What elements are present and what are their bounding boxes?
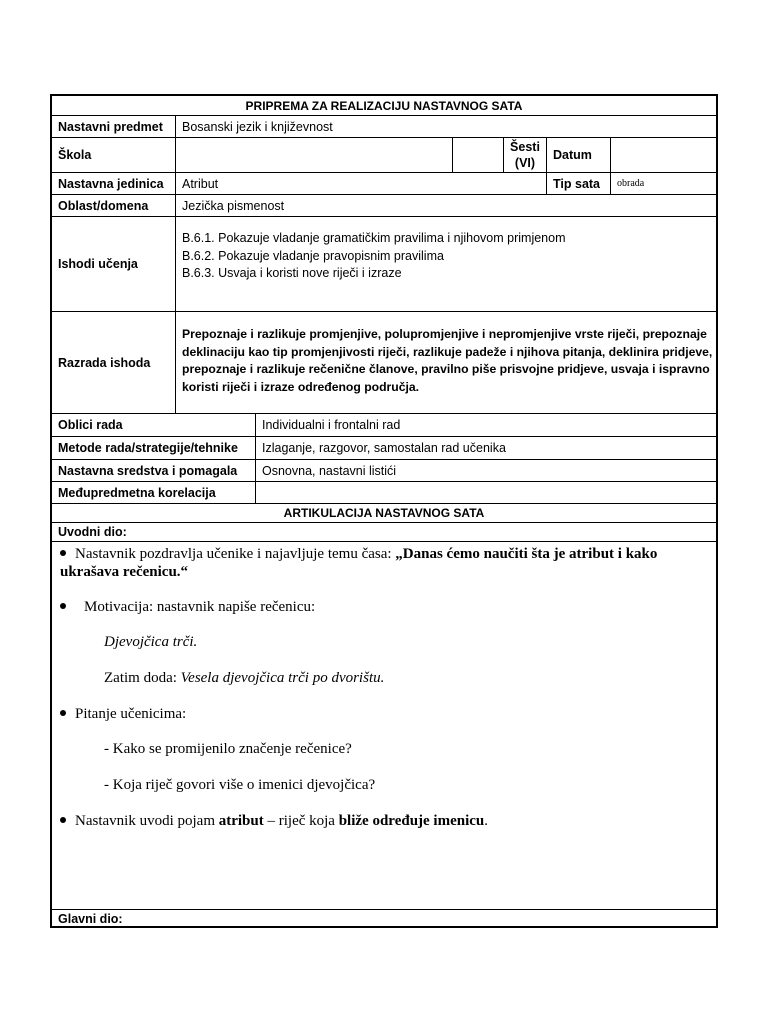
grade-cell [503,138,546,172]
resources-label: Nastavna sredstva i pomagala [58,463,238,478]
unit-row [52,173,716,195]
date-label: Datum [546,138,610,172]
subject-label: Nastavni predmet [58,119,163,134]
work-forms-value: Individualni i frontalni rad [255,414,716,436]
lesson-plan-table [50,94,718,928]
concept-end: . [484,813,489,829]
articulation-title: ARTIKULACIJA NASTAVNOG SATA [283,506,485,520]
concept-dash: – riječ koja [263,813,339,829]
main-label-row [52,910,716,928]
elaboration-line: koristi riječi i izraze određenog područja. [182,379,420,394]
page-title: PRIPREMA ZA REALIZACIJU NASTAVNOG SATA [245,98,523,113]
outcome-item: B.6.3. Usvaja i koristi nove riječi i izraze [182,266,402,280]
elaboration-row [52,312,716,414]
lesson-type-label: Tip sata [546,173,610,194]
grade-name: Šesti [510,140,540,154]
example-sentence-1: Djevojčica trči. [104,634,198,650]
main-label: Glavni dio: [58,912,123,926]
school-label: Škola [58,148,92,162]
correlation-value [255,482,716,503]
bullet-icon [60,817,66,823]
resources-value: Osnovna, nastavni listići [255,460,716,481]
intro-label-row [52,523,716,542]
then-adds-line [104,669,704,687]
correlation-row [52,482,716,504]
bullet-concept [60,812,700,830]
work-forms-row [52,414,716,437]
lesson-type-value: obrada [610,173,716,194]
school-extra-cell [452,138,503,172]
methods-value: Izlaganje, razgovor, samostalan rad učenika [255,437,716,459]
motivation-text: Motivacija: nastavnik napiše rečenicu: [84,599,316,615]
question-1: - Kako se promijenilo značenje rečenice? [104,741,352,757]
resources-row [52,460,716,482]
subject-row [52,116,716,138]
work-forms-label: Oblici rada [58,418,123,432]
outcomes-list [175,217,716,311]
intro-text: Nastavnik pozdravlja učenike i najavljuje temu časa: [75,546,396,562]
bullet-intro [60,545,700,581]
articulation-row [52,504,716,523]
bullet-motivation [60,598,700,616]
domain-label: Oblast/domena [58,198,149,213]
bullet-icon [60,603,66,609]
bullet-icon [60,710,66,716]
school-value [175,138,452,172]
question-2: - Koja riječ govori više o imenici djevojčica? [104,777,376,793]
correlation-label: Međupredmetna korelacija [58,485,216,500]
school-row [52,138,716,173]
question-intro: Pitanje učenicima: [75,706,187,722]
grade-numeral: (VI) [514,156,536,170]
title-row [52,96,716,116]
intro-label: Uvodni dio: [58,525,127,539]
elaboration-text [175,312,716,413]
bullet-question [60,705,700,723]
concept-term: atribut [218,813,264,829]
concept-text: Nastavnik uvodi pojam [75,813,219,829]
bullet-icon [60,550,66,556]
elaboration-line: deklinaciju kao tip promjenjivosti riječi, razlikuje padeže i njihova pitanja, deklinira pridjeve, [182,344,713,359]
concept-definition: bliže određuje imenicu [338,813,485,829]
elaboration-line: Prepoznaje i razlikuje promjenjive, polupromjenjive i nepromjenjive vrste riječi, prepoznaje [182,327,707,341]
outcome-item: B.6.1. Pokazuje vladanje gramatičkim pravilima i njihovom primjenom [182,231,566,245]
unit-value: Atribut [175,173,546,194]
date-value [610,138,716,172]
methods-row [52,437,716,460]
subject-value: Bosanski jezik i književnost [175,116,716,137]
then-adds-label: Zatim doda: [104,670,181,686]
elaboration-label: Razrada ishoda [58,355,151,370]
domain-value: Jezička pismenost [175,195,716,216]
example-sentence-2: Vesela djevojčica trči po dvorištu. [180,670,385,686]
unit-label: Nastavna jedinica [58,176,164,191]
elaboration-line: prepoznaje i razlikuje rečenične članove, pravilno piše prisvojne pridjeve, usvaja i ispravno [182,362,710,376]
outcomes-row [52,217,716,312]
domain-row [52,195,716,217]
outcome-item: B.6.2. Pokazuje vladanje pravopisnim pravilima [182,248,444,263]
intro-content [52,542,716,910]
intro-quote-part2: ukrašava rečenicu.“ [60,564,189,580]
intro-quote-part1: „Danas ćemo naučiti šta je atribut i kako [395,546,658,562]
methods-label: Metode rada/strategije/tehnike [58,441,238,455]
outcomes-label: Ishodi učenja [58,257,138,271]
